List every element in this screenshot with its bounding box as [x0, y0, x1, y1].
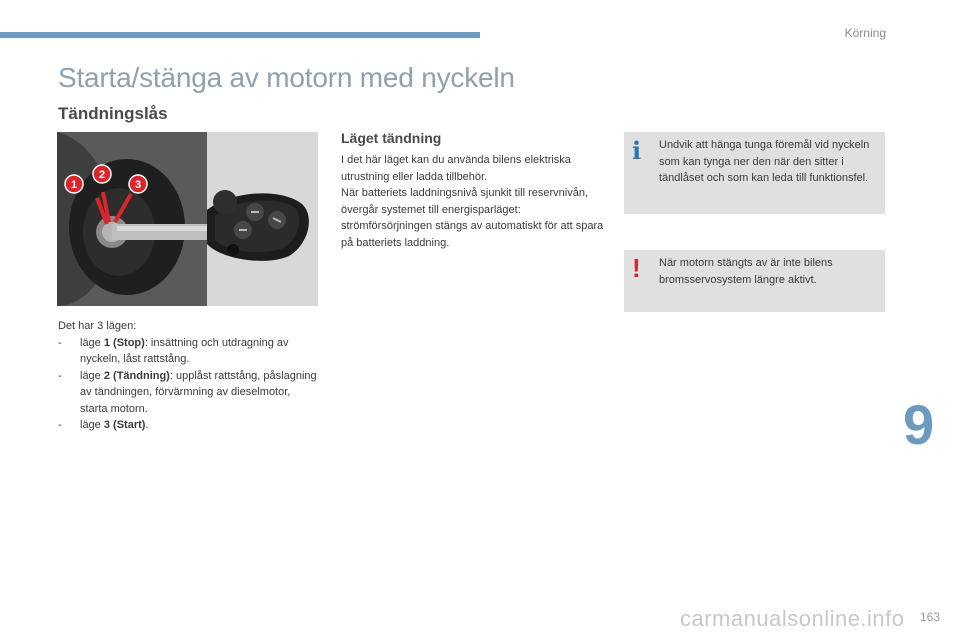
positions-intro: Det har 3 lägen:	[58, 320, 137, 332]
position-item-name: 2 (Tändning)	[103, 369, 170, 382]
position-item-desc: : upplåst rattstång, påslagning av tändningen, förvärmning av dieselmotor, starta motorn.	[80, 369, 317, 415]
position-item-desc: .	[145, 419, 149, 431]
positions-description	[58, 318, 320, 434]
position-marker-3: 3	[134, 179, 142, 191]
position-item-name: 3 (Start)	[103, 419, 146, 431]
warning-icon: !	[632, 253, 641, 283]
position-item-prefix: läge	[80, 369, 104, 382]
ignition-key-photo	[57, 132, 318, 306]
position-item-2	[58, 368, 320, 418]
position-item-3	[58, 417, 320, 434]
warning-note-text: När motorn stängts av är inte bilens bromsservosystem längre aktivt.	[659, 257, 833, 286]
watermark: carmanualsonline.info	[680, 606, 905, 631]
warning-note-box	[624, 250, 885, 312]
page-number: 163	[919, 610, 940, 624]
list-dash: -	[58, 419, 62, 431]
info-icon: i	[632, 136, 642, 165]
info-note-text: Undvik att hänga tunga föremål vid nyckeln som kan tynga ner den när den sitter i tändlåset och som kan leda till funktionsfel.	[659, 139, 870, 184]
position-marker-2: 2	[98, 169, 106, 181]
position-marker-1: 1	[70, 179, 78, 191]
chapter-number: 9	[903, 393, 935, 456]
header-accent-bar	[0, 32, 480, 38]
info-note-box	[624, 132, 885, 214]
position-item-prefix: läge	[80, 419, 104, 431]
ignition-mode-text	[341, 152, 611, 251]
ignition-mode-heading: Läget tändning	[341, 130, 442, 146]
list-dash: -	[58, 336, 62, 349]
position-item-desc: : insättning och utdragning av nyckeln, låst rattstång.	[80, 336, 289, 365]
position-item-prefix: läge	[80, 336, 104, 349]
ignition-mode-paragraph-2: När batteriets laddningsnivå sjunkit till reservnivån, övergår systemet till energisparläget: strömförsörjningen stängs av automatiskt för att spara på batteriets laddning.	[341, 187, 604, 249]
ignition-mode-paragraph-1: I det här läget kan du använda bilens elektriska utrustning eller ladda tillbehör.	[341, 154, 571, 183]
list-dash: -	[58, 369, 62, 382]
page-title: Starta/stänga av motorn med nyckeln	[58, 62, 515, 93]
section-subtitle: Tändningslås	[58, 104, 168, 123]
section-label: Körning	[844, 26, 886, 40]
position-item-1	[58, 335, 320, 368]
position-item-name: 1 (Stop)	[103, 336, 145, 349]
